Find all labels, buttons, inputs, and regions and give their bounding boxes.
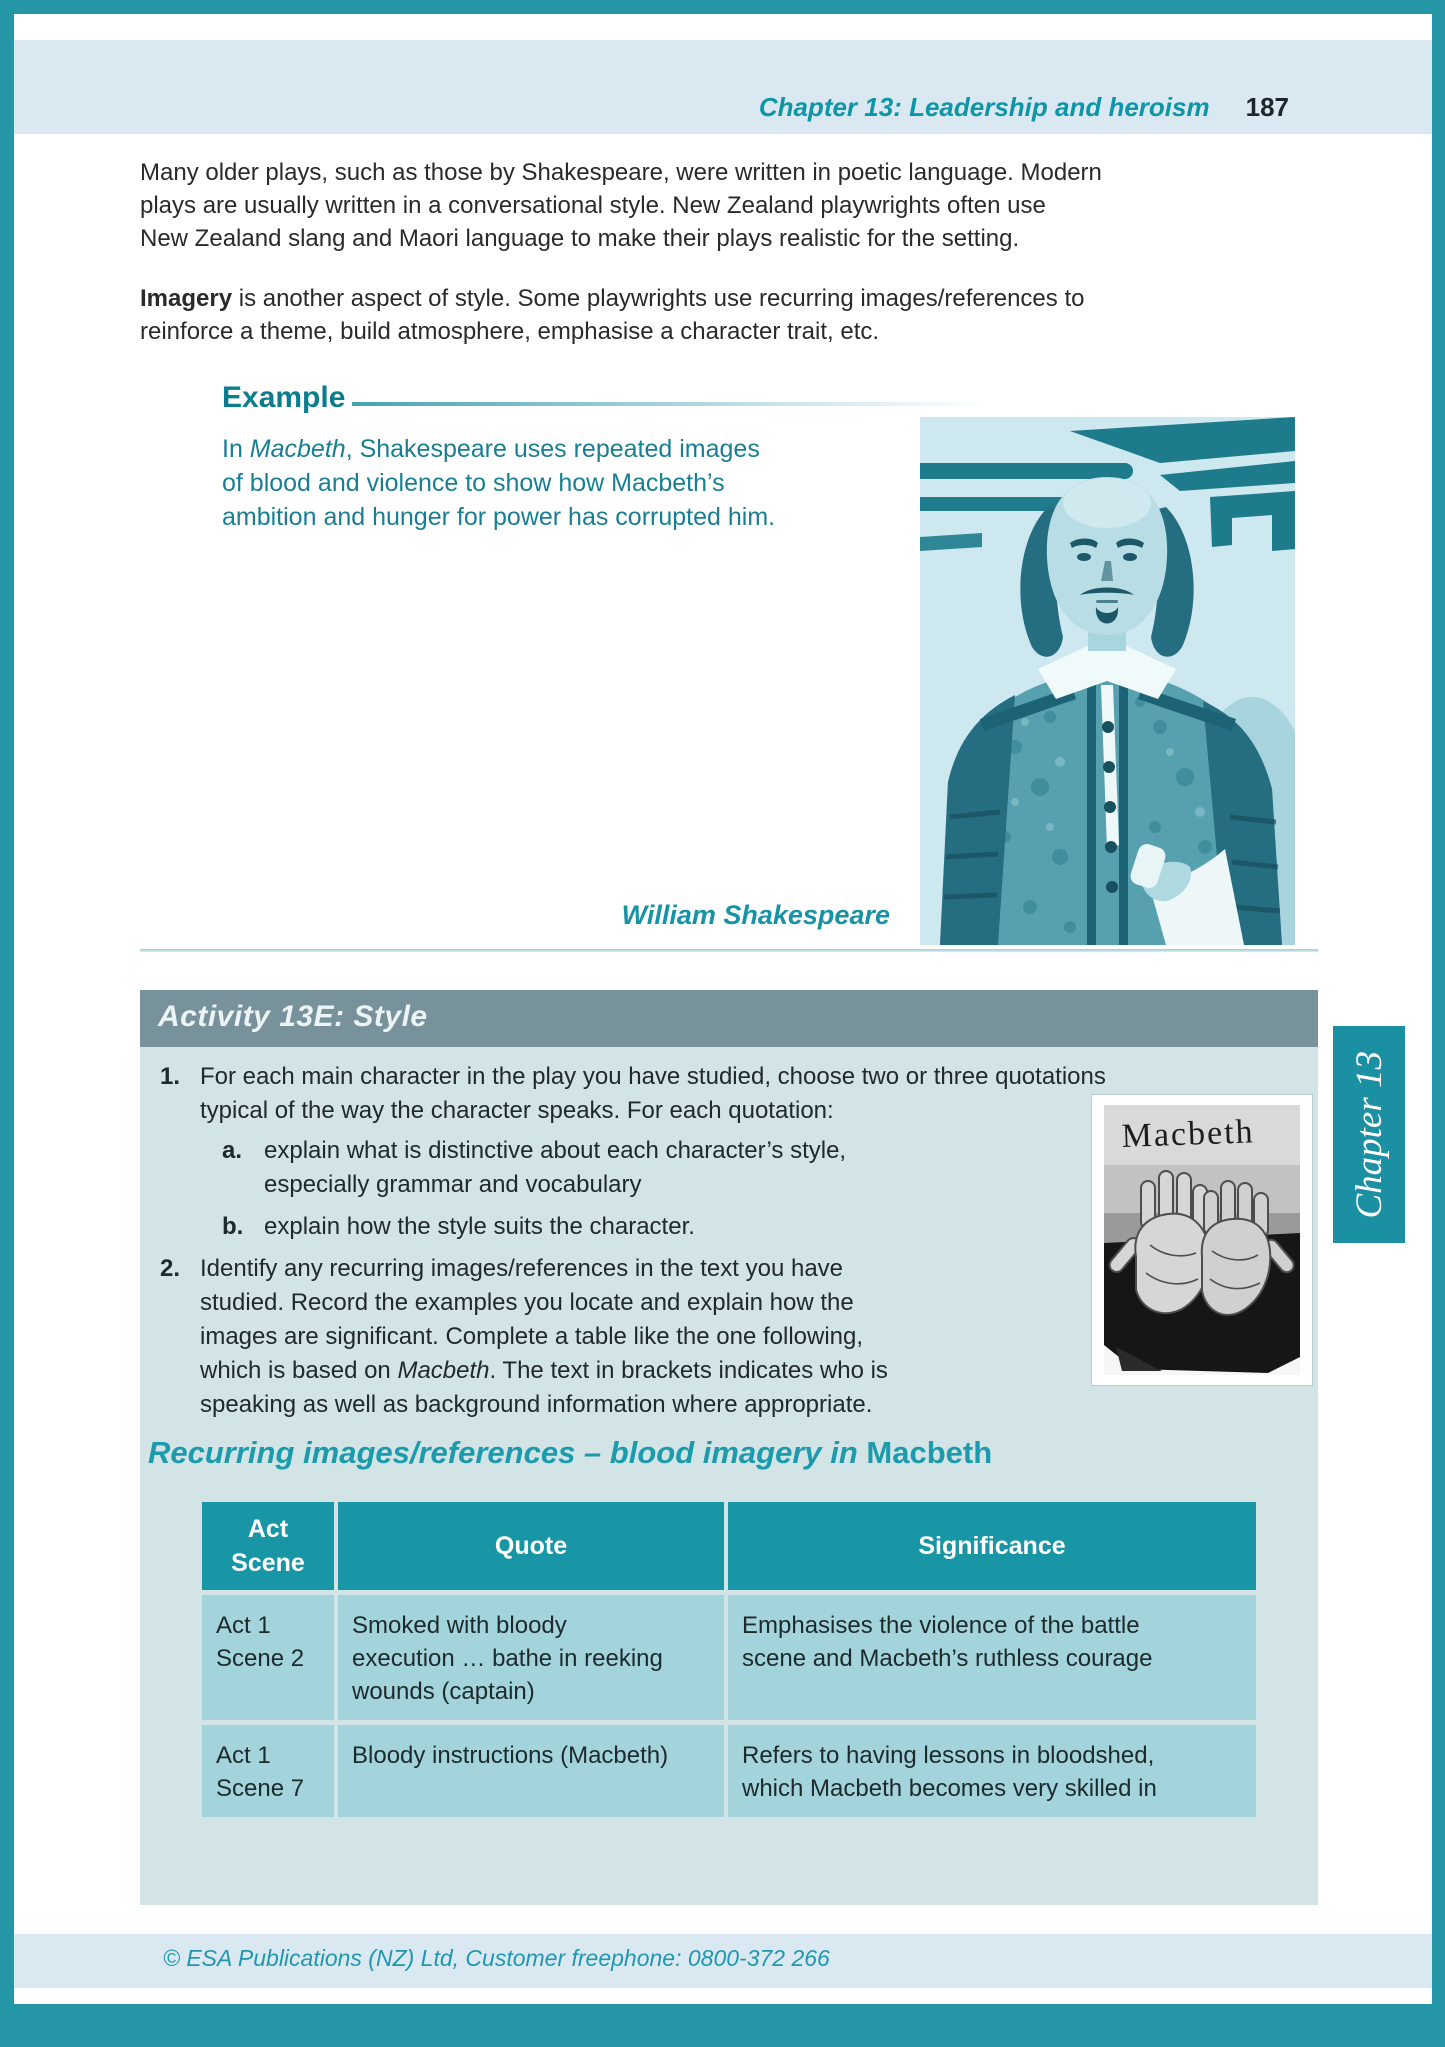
activity-item-2-line-2: studied. Record the examples you locate and explain how the bbox=[200, 1289, 854, 1316]
activity-item-2-line-4-pre: which is based on bbox=[200, 1357, 398, 1384]
footer-band bbox=[14, 1934, 1432, 1988]
recurring-images-heading-book: Macbeth bbox=[866, 1435, 993, 1470]
table-cell-act-2: Act 1 Scene 7 bbox=[202, 1725, 334, 1817]
activity-content bbox=[140, 1047, 1318, 1905]
table-row bbox=[202, 1595, 1256, 1720]
activity-title: Activity 13E: Style bbox=[158, 1000, 428, 1033]
example-text-line-1 bbox=[222, 432, 782, 466]
chapter-side-tab bbox=[1333, 1026, 1405, 1243]
intro-paragraph-2-line-1-rest: is another aspect of style. Some playwrights use recurring images/references to bbox=[232, 285, 1085, 312]
activity-item-1a-letter: a. bbox=[222, 1137, 243, 1164]
activity-item-1b bbox=[222, 1210, 695, 1244]
table-cell-act-1: Act 1 Scene 2 bbox=[202, 1595, 334, 1720]
table-header-row bbox=[202, 1502, 1256, 1590]
example-text bbox=[222, 432, 782, 534]
example-rule bbox=[352, 402, 992, 406]
running-header-band bbox=[14, 40, 1432, 134]
activity-item-2-line-5: speaking as well as background information where appropriate. bbox=[200, 1391, 873, 1418]
page-border-bottom bbox=[0, 2004, 1445, 2047]
activity-box bbox=[140, 990, 1318, 1905]
activity-item-2-number: 2. bbox=[160, 1255, 181, 1282]
activity-item-2-line-4 bbox=[200, 1354, 888, 1388]
activity-item-1b-letter: b. bbox=[222, 1213, 244, 1240]
shakespeare-photo bbox=[920, 417, 1295, 945]
example-line-1-pre: In bbox=[222, 435, 250, 463]
example-text-line-2: of blood and violence to show how Macbeth’s bbox=[222, 469, 725, 497]
chapter-side-tab-label: Chapter 13 bbox=[1348, 1050, 1390, 1219]
intro-paragraph-1: Many older plays, such as those by Shakespeare, were written in poetic language. Modern plays are usually written in a conversational style. New Zealand playwrights often use New Zealand slang and Maori language to make their plays realistic for the setting. bbox=[140, 159, 1102, 252]
blood-imagery-table bbox=[198, 1497, 1260, 1822]
imagery-keyword: Imagery bbox=[140, 285, 233, 312]
table-cell-quote-1: Smoked with bloody execution … bathe in reeking wounds (captain) bbox=[338, 1595, 724, 1720]
running-header bbox=[759, 92, 1289, 123]
activity-item-2-line-1: Identify any recurring images/references in the text you have bbox=[200, 1255, 844, 1282]
section-divider bbox=[140, 949, 1318, 952]
macbeth-drawing-title: Macbeth bbox=[1120, 1113, 1256, 1155]
page-border-left bbox=[0, 0, 14, 2047]
macbeth-drawing bbox=[1092, 1095, 1312, 1385]
activity-header-bar bbox=[140, 990, 1318, 1047]
chapter-title: Chapter 13: Leadership and heroism bbox=[758, 92, 1210, 122]
table-header-quote: Quote bbox=[338, 1502, 724, 1590]
page-border-right bbox=[1432, 0, 1445, 2047]
table-header-significance: Significance bbox=[728, 1502, 1256, 1590]
table-cell-significance-1: Emphasises the violence of the battle scene and Macbeth’s ruthless courage bbox=[728, 1595, 1256, 1720]
activity-item-2-book-title: Macbeth bbox=[397, 1357, 490, 1384]
table-cell-significance-2: Refers to having lessons in bloodshed, which Macbeth becomes very skilled in bbox=[728, 1725, 1256, 1817]
recurring-images-heading bbox=[148, 1435, 992, 1471]
intro-paragraph-2 bbox=[140, 282, 1310, 348]
recurring-images-heading-italic: Recurring images/references – blood imagery in bbox=[148, 1435, 867, 1470]
activity-item-1a-text: explain what is distinctive about each character’s style, especially grammar and vocabulary bbox=[264, 1137, 847, 1198]
page-border-top bbox=[0, 0, 1445, 14]
photo-caption: William Shakespeare bbox=[621, 900, 890, 930]
example-heading: Example bbox=[222, 381, 346, 414]
intro-paragraph-2-line-2: reinforce a theme, build atmosphere, emphasise a character trait, etc. bbox=[140, 318, 880, 345]
example-book-title: Macbeth bbox=[249, 435, 346, 463]
activity-item-2-line-4-post: . The text in brackets indicates who is bbox=[489, 1357, 888, 1384]
table-row bbox=[202, 1725, 1256, 1817]
activity-item-1-text: For each main character in the play you have studied, choose two or three quotations typical of the way the character speaks. For each quotation: bbox=[200, 1063, 1106, 1124]
table-cell-quote-2: Bloody instructions (Macbeth) bbox=[338, 1725, 724, 1817]
shakespeare-photo-art bbox=[920, 417, 1295, 945]
table-header-act-scene: Act Scene bbox=[202, 1502, 334, 1590]
activity-item-2 bbox=[160, 1252, 888, 1422]
activity-item-2-text bbox=[200, 1252, 888, 1422]
macbeth-drawing-art bbox=[1092, 1095, 1312, 1385]
footer-imprint: © ESA Publications (NZ) Ltd, Customer freephone: 0800-372 266 bbox=[163, 1945, 830, 1971]
intro-paragraph-2-line-1 bbox=[140, 282, 1310, 315]
page-number: 187 bbox=[1245, 92, 1289, 122]
example-text-line-3: ambition and hunger for power has corrupted him. bbox=[222, 503, 776, 531]
activity-item-1-number: 1. bbox=[160, 1063, 181, 1090]
example-line-1-post: , Shakespeare uses repeated images bbox=[345, 435, 760, 463]
activity-item-1 bbox=[160, 1060, 1106, 1128]
activity-item-1a bbox=[222, 1134, 846, 1202]
activity-item-2-line-3: images are significant. Complete a table like the one following, bbox=[200, 1323, 864, 1350]
activity-item-1b-text: explain how the style suits the character. bbox=[264, 1213, 695, 1240]
